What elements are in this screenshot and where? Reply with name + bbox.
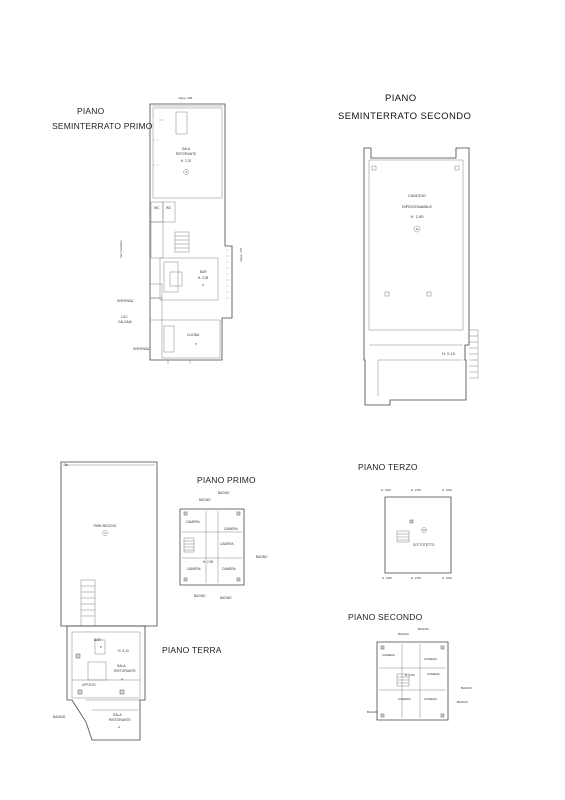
label-primo-camera-1: CAMERA bbox=[186, 520, 200, 524]
label-secondo-bagno-left: BAGNO bbox=[367, 710, 378, 714]
label-primo-bagno-top: BAGNO bbox=[199, 498, 211, 502]
label-secondo-camera-1: CAMERA bbox=[382, 653, 395, 657]
label-terzo-h2: H. 2,65 bbox=[411, 488, 421, 492]
label-dispensa-1: DISPENSA bbox=[117, 299, 134, 303]
label-secondo-camera-5: CAMERA bbox=[424, 697, 437, 701]
label-num-bar: 8 bbox=[202, 283, 204, 287]
label-secondo-camera-4: CAMERA bbox=[398, 697, 411, 701]
label-primo-camera-3: CAMERA bbox=[220, 542, 234, 546]
label-primo-camera-2: CAMERA bbox=[224, 527, 238, 531]
label-num-sala-terra-2: A bbox=[118, 725, 121, 729]
label-bagno-terra: BAGNO bbox=[53, 715, 66, 719]
label-terzo-h6: H. 0,80 bbox=[442, 576, 452, 580]
label-height-terra: H. 3,10 bbox=[118, 649, 129, 653]
label-secondo-camera-3: CAMERA bbox=[427, 672, 440, 676]
label-num-cucina: 5 bbox=[195, 342, 197, 346]
label-dispensa-2: DISPENSA bbox=[133, 347, 150, 351]
label-parcheggio: PARCHEGGIO bbox=[93, 524, 117, 528]
label-wc-2: WC bbox=[166, 206, 172, 210]
label-ristorante-terra-2: RISTORANTE bbox=[109, 718, 131, 722]
label-secondo-bagno-bottom: BAGNO bbox=[457, 700, 468, 704]
label-loc: LOC. bbox=[121, 315, 129, 319]
plan-piano-primo bbox=[180, 491, 268, 600]
label-bar-terra: BAR bbox=[94, 638, 101, 642]
label-primo-camera-5: CAMERA bbox=[222, 567, 236, 571]
label-height-sala: H. 2,70 bbox=[180, 159, 192, 163]
title-piano-terra: PIANO TERRA bbox=[162, 645, 222, 655]
label-ristorante-terra: RISTORANTE bbox=[114, 669, 136, 673]
title-piano-primo: PIANO PRIMO bbox=[197, 475, 256, 485]
title-piano-terzo: PIANO TERZO bbox=[358, 462, 418, 472]
plan-piano-terzo bbox=[381, 488, 452, 580]
label-num-bar-terra: 8 bbox=[100, 645, 102, 649]
label-ristorante: RISTORANTE bbox=[175, 152, 197, 156]
label-via-trassilico: Via Trassilico bbox=[119, 240, 123, 258]
label-wc-1: WC bbox=[154, 206, 160, 210]
label-primo-bagno-bottom: BAGNO bbox=[194, 594, 206, 598]
label-num-parcheggio: 1 bbox=[104, 531, 106, 535]
title-seminterrato-primo-line2: SEMINTERRATO PRIMO bbox=[52, 121, 153, 131]
label-terzo-h5: H. 2,65 bbox=[411, 576, 421, 580]
title-seminterrato-secondo-line2: SEMINTERRATO SECONDO bbox=[338, 111, 472, 122]
title-seminterrato-secondo-line1: PIANO bbox=[385, 93, 417, 104]
label-cucina: CUCINA bbox=[187, 333, 200, 337]
label-mapp-206: mapp. 206 bbox=[178, 96, 193, 100]
label-sottotetto: SOTTOTETTO bbox=[413, 543, 435, 547]
label-primo-bagno-right: BAGNO bbox=[256, 555, 268, 559]
plan-seminterrato-secondo bbox=[364, 148, 478, 405]
label-sala-terra: SALA bbox=[117, 664, 126, 668]
plan-piano-terra bbox=[53, 462, 157, 740]
label-secondo-bagno-top: BAGNO bbox=[398, 632, 409, 636]
label-secondo-bagno-top-2: BAGNO bbox=[418, 627, 429, 631]
label-terzo-h1: H. 0,80 bbox=[381, 488, 391, 492]
label-num-sala-terra: A bbox=[121, 677, 124, 681]
label-cavedio: CAVEDIO bbox=[408, 193, 426, 198]
label-primo-bagno-bottom-2: BAGNO bbox=[220, 596, 232, 600]
label-num-sala: 4 bbox=[185, 170, 187, 174]
label-caldaia: CALDAIA bbox=[118, 320, 132, 324]
title-seminterrato-primo-line1: PIANO bbox=[77, 106, 105, 116]
label-height-bottom: H. 0,15 bbox=[442, 351, 455, 356]
title-piano-secondo: PIANO SECONDO bbox=[348, 612, 423, 622]
label-sala-terra-2: SALA bbox=[113, 713, 122, 717]
label-ufficio: UFFICIO bbox=[82, 683, 96, 687]
label-terzo-num: 13 bbox=[422, 528, 426, 532]
label-sala: SALA bbox=[181, 147, 191, 151]
label-primo-height: H. 2,90 bbox=[203, 560, 214, 564]
plan-seminterrato-primo bbox=[117, 96, 243, 364]
label-primo-camera-4: CAMERA bbox=[187, 567, 201, 571]
label-height-bar: H. 2,05 bbox=[198, 276, 209, 280]
label-height-cavedio: H. 2,90 bbox=[410, 214, 424, 219]
label-bar: BAR bbox=[200, 270, 207, 274]
label-pk-num: 3b bbox=[64, 463, 68, 467]
label-secondo-bagno-right: BAGNO bbox=[461, 686, 472, 690]
label-ispezionabile: ISPEZIONABILE bbox=[401, 204, 433, 209]
label-terzo-h4: H. 0,80 bbox=[382, 576, 392, 580]
label-mapp-372: mapp. 372 bbox=[239, 247, 243, 262]
label-primo-bagno-top-2: BAGNO bbox=[218, 491, 230, 495]
label-num-cavedio: 11 bbox=[415, 227, 419, 231]
label-secondo-camera-2: CAMERA bbox=[424, 657, 437, 661]
label-terzo-h3: H. 0,80 bbox=[442, 488, 452, 492]
label-secondo-height: H. 2,80 bbox=[405, 673, 415, 677]
plan-piano-secondo bbox=[367, 627, 473, 720]
